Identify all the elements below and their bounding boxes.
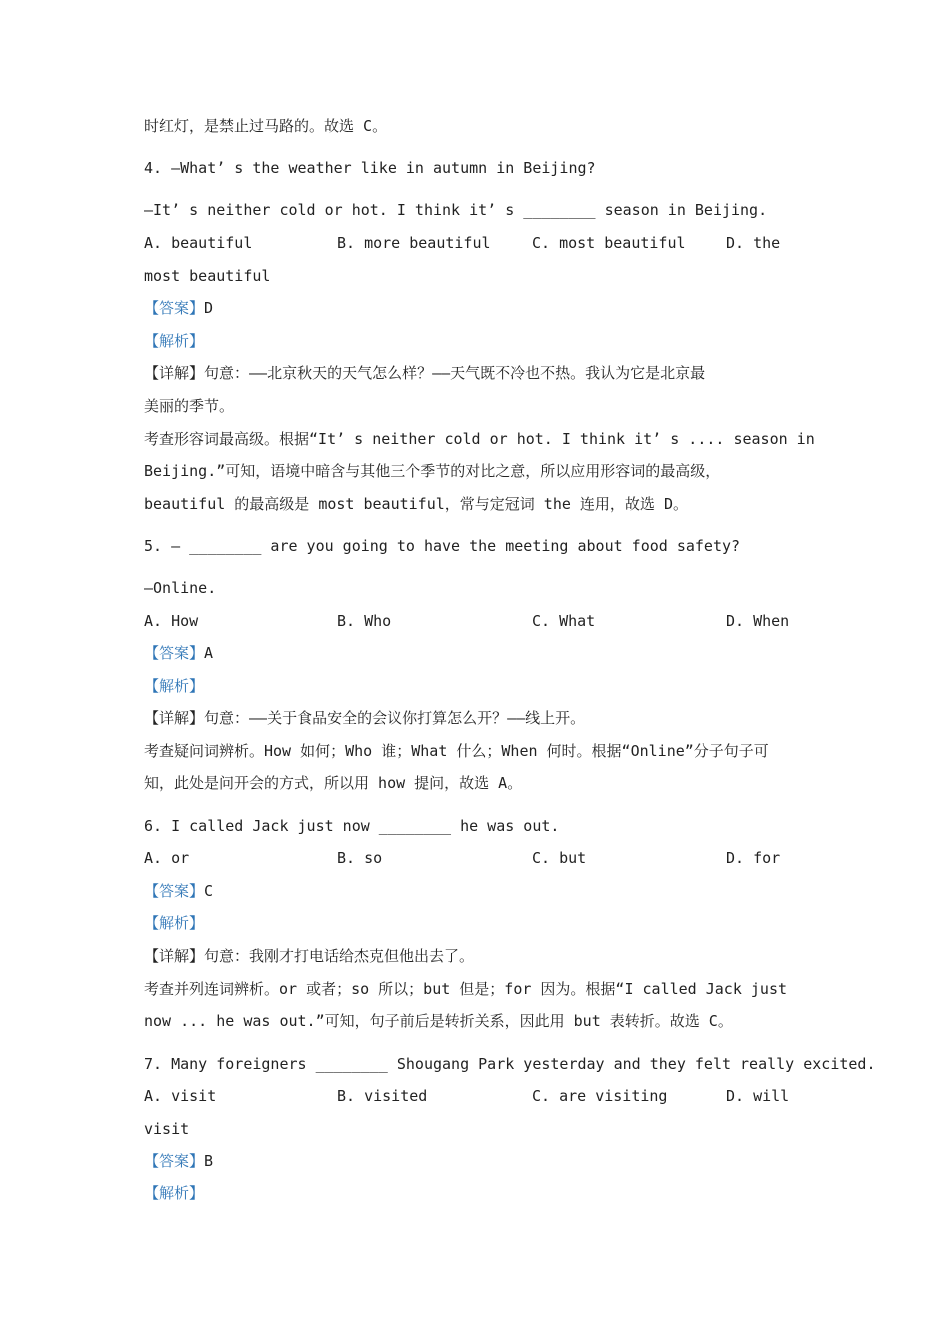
q4-option-d-continued: most beautiful — [144, 267, 271, 285]
detail-label: 【详解】 — [144, 709, 205, 727]
q4-explanation-1: 考查形容词最高级。根据“It’ s neither cold or hot. I think it’ s .... season in — [144, 430, 815, 448]
q6-option-d: D. for — [726, 849, 781, 867]
q6-explanation-2: now ... he was out.”可知，句子前后是转折关系，因此用 but 表转折。故选 C。 — [144, 1012, 733, 1030]
q5-question: 5. — ________ are you going to have the meeting about food safety? — [144, 537, 741, 555]
q5-option-a: A. How — [144, 612, 199, 630]
answer-label: 【答案】 — [144, 644, 205, 662]
q6-question: 6. I called Jack just now ________ he was out. — [144, 817, 560, 835]
detail-text: 句意：我刚才打电话给杰克但他出去了。 — [204, 947, 475, 965]
q3-explanation-end: 时红灯，是禁止过马路的。故选 C。 — [144, 117, 388, 135]
detail-label: 【详解】 — [144, 947, 205, 965]
q7-analysis-label: 【解析】 — [144, 1184, 205, 1202]
q7-option-a: A. visit — [144, 1087, 217, 1105]
q4-reply: —It’ s neither cold or hot. I think it’ s ________ season in Beijing. — [144, 201, 768, 219]
q6-analysis-label: 【解析】 — [144, 914, 205, 932]
q4-option-c: C. most beautiful — [532, 234, 686, 252]
q5-explanation-2: 知，此处是问开会的方式，所以用 how 提问，故选 A。 — [144, 774, 523, 792]
answer-value: B — [204, 1152, 214, 1170]
q4-explanation-2: Beijing.”可知，语境中暗含与其他三个季节的对比之意，所以应用形容词的最高级， — [144, 462, 721, 480]
q5-option-d: D. When — [726, 612, 790, 630]
q6-detail — [144, 946, 474, 966]
q7-question: 7. Many foreigners ________ Shougang Park yesterday and they felt really excited. — [144, 1055, 876, 1073]
answer-value: C — [204, 882, 214, 900]
q4-explanation-3: beautiful 的最高级是 most beautiful，常与定冠词 the 连用，故选 D。 — [144, 495, 688, 513]
q6-option-b: B. so — [337, 849, 383, 867]
detail-text: 句意：——关于食品安全的会议你打算怎么开？——线上开。 — [204, 709, 586, 727]
q4-option-a: A. beautiful — [144, 234, 253, 252]
q6-option-c: C. but — [532, 849, 587, 867]
q4-analysis-label: 【解析】 — [144, 332, 205, 350]
q4-option-b: B. more beautiful — [337, 234, 491, 252]
q5-explanation-1: 考查疑问词辨析。How 如何；Who 谁；What 什么；When 何时。根据“Online”分子句子可 — [144, 742, 769, 760]
answer-label: 【答案】 — [144, 299, 205, 317]
answer-label: 【答案】 — [144, 1152, 205, 1170]
answer-value: A — [204, 644, 214, 662]
q6-explanation-1: 考查并列连词辨析。or 或者；so 所以；but 但是；for 因为。根据“I called Jack just — [144, 980, 788, 998]
q7-option-b: B. visited — [337, 1087, 428, 1105]
q4-question: 4. —What’ s the weather like in autumn in Beijing? — [144, 159, 596, 177]
q4-answer — [144, 298, 213, 318]
q7-option-d: D. will — [726, 1087, 790, 1105]
q4-option-d: D. the — [726, 234, 781, 252]
detail-label: 【详解】 — [144, 364, 205, 382]
q5-detail — [144, 708, 585, 728]
answer-value: D — [204, 299, 214, 317]
q7-option-d-continued: visit — [144, 1120, 190, 1138]
q7-answer — [144, 1151, 213, 1171]
q5-analysis-label: 【解析】 — [144, 677, 205, 695]
q4-detail-continued: 美丽的季节。 — [144, 397, 235, 415]
q4-detail — [144, 363, 705, 383]
q7-option-c: C. are visiting — [532, 1087, 668, 1105]
detail-text: 句意：——北京秋天的天气怎么样？——天气既不冷也不热。我认为它是北京最 — [204, 364, 706, 382]
q5-answer — [144, 643, 213, 663]
q6-option-a: A. or — [144, 849, 190, 867]
q6-answer — [144, 881, 213, 901]
answer-label: 【答案】 — [144, 882, 205, 900]
q5-option-b: B. Who — [337, 612, 392, 630]
q5-option-c: C. What — [532, 612, 596, 630]
q5-reply: —Online. — [144, 579, 217, 597]
